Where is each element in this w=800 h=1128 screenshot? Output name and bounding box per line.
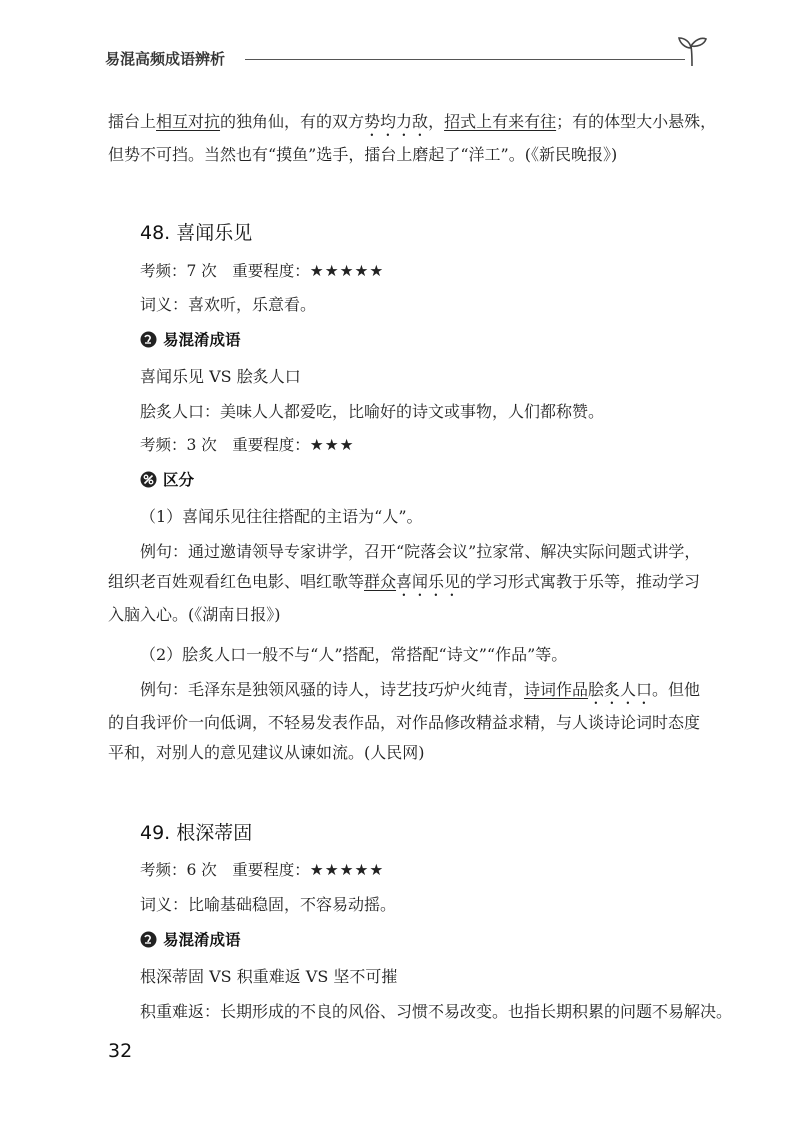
section-confuse-48	[140, 328, 241, 350]
underlined-phrase: 群众	[364, 572, 397, 591]
entry-48-meaning: 词义：喜欢听，乐意看。	[140, 295, 317, 314]
section-label: 易混淆成语	[163, 931, 241, 949]
emphasis-idiom: 脍炙人口	[588, 680, 653, 699]
distinguish-icon	[140, 471, 157, 488]
page-number: 32	[108, 1040, 133, 1062]
entry-49-meta: 考频：6 次 重要程度：★★★★★	[140, 861, 385, 879]
underlined-phrase: 招式上有来有往	[444, 112, 557, 131]
entry-49-meaning: 词义：比喻基础稳固，不容易动摇。	[140, 895, 397, 914]
importance-stars: ★★★	[309, 436, 355, 454]
section-confuse-49	[140, 928, 241, 950]
intro-line-2: 但势不可挡。当然也有“摸鱼”选手，擂台上磨起了“洋工”。(《新民晚报》)	[108, 145, 618, 164]
confuse-icon	[140, 931, 157, 948]
entry-48-meta2: 考频：3 次 重要程度：★★★	[140, 436, 355, 454]
section-diff-48	[140, 468, 194, 490]
header-title: 易混高频成语辨析	[105, 50, 226, 68]
intro-line-1: 擂台上相互对抗的独角仙，有的双方势均力敌，招式上有来有往；有的体型大小悬殊，	[108, 112, 717, 131]
emphasis-idiom: 势均力敌	[364, 112, 429, 131]
entry-49-title: 49. 根深蒂固	[140, 822, 253, 844]
entry-49-compare: 根深蒂固 VS 积重难返 VS 坚不可摧	[140, 967, 398, 986]
entry-48-compare: 喜闻乐见 VS 脍炙人口	[140, 367, 301, 386]
entry-48-example-1: 例句：通过邀请领导专家讲学，召开“院落会议”拉家常、解决实际问题式讲学， 组织老百姓观看红色电影、唱红歌等群众喜闻乐见的学习形式寓教于乐等，推动学习 入脑入心。(《湖南日报》)	[108, 542, 701, 624]
sprout-icon	[675, 34, 709, 68]
entry-48-point-2: （2）脍炙人口一般不与“人”搭配，常搭配“诗文”“作品”等。	[140, 645, 568, 664]
importance-stars: ★★★★★	[309, 861, 385, 879]
intro-paragraph	[108, 107, 717, 170]
confuse-icon	[140, 331, 157, 348]
entry-48-def2: 脍炙人口：美味人人都爱吃，比喻好的诗文或事物，人们都称赞。	[140, 402, 605, 421]
emphasis-idiom: 喜闻乐见	[396, 572, 461, 591]
header-rule	[245, 59, 685, 60]
section-label: 区分	[163, 471, 195, 489]
underlined-phrase: 相互对抗	[156, 112, 221, 131]
importance-stars: ★★★★★	[309, 262, 385, 280]
entry-48-title: 48. 喜闻乐见	[140, 222, 253, 244]
underlined-phrase: 诗词作品	[524, 680, 589, 699]
running-header	[105, 40, 705, 80]
entry-48-meta: 考频：7 次 重要程度：★★★★★	[140, 262, 385, 280]
entry-49-def2: 积重难返：长期形成的不良的风俗、习惯不易改变。也指长期积累的问题不易解决。	[140, 1002, 733, 1021]
section-label: 易混淆成语	[163, 331, 241, 349]
entry-48-point-1: （1）喜闻乐见往往搭配的主语为“人”。	[140, 507, 423, 526]
entry-48-example-2: 例句：毛泽东是独领风骚的诗人，诗艺技巧炉火纯青，诗词作品脍炙人口。但他 的自我评价一向低调，不轻易发表作品，对作品修改精益求精，与人谈诗论词时态度 平和，对别人的意见建议从谏如流。(人民网)	[108, 680, 701, 762]
